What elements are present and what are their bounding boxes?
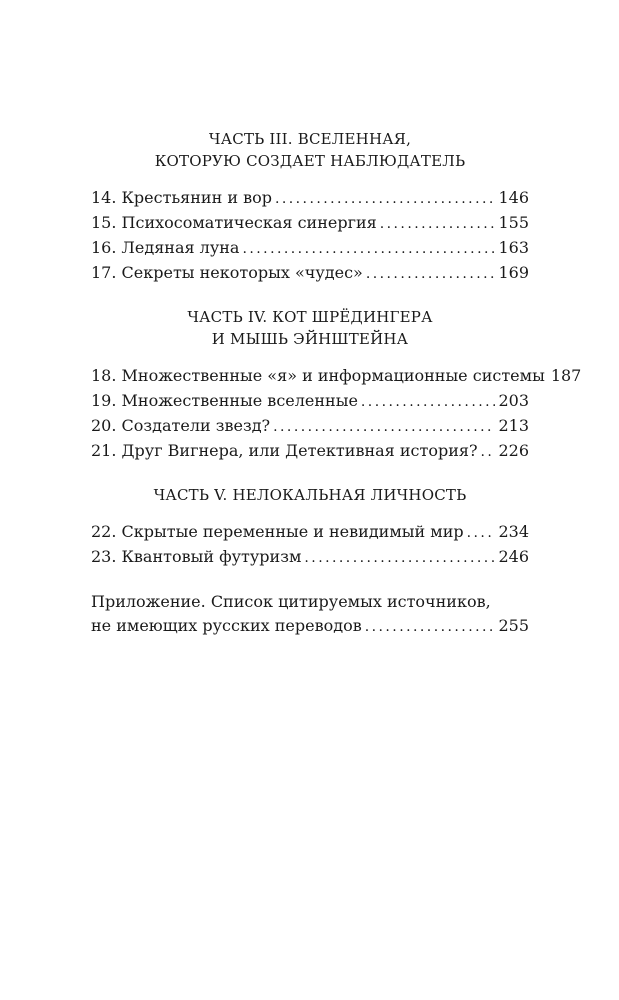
leader-dots — [467, 521, 496, 545]
leader-dots — [366, 262, 496, 286]
part-heading — [91, 128, 529, 172]
toc-entry[interactable] — [91, 520, 529, 545]
toc-entry-title: 18. Множественные «я» и информационные системы — [91, 366, 545, 385]
part-heading-line: И МЫШЬ ЭЙНШТЕЙНА — [211, 330, 409, 348]
toc-entries — [91, 364, 582, 464]
toc-entry[interactable] — [91, 414, 529, 439]
part-heading-line: ЧАСТЬ IV. КОТ ШРЁДИНГЕРА — [187, 308, 433, 326]
toc-entry-page: 246 — [498, 547, 529, 566]
leader-dots — [481, 440, 496, 464]
leader-dots — [380, 212, 496, 236]
part-heading — [91, 484, 529, 506]
part-heading-line: ЧАСТЬ III. ВСЕЛЕННАЯ, — [208, 130, 412, 148]
toc-entries — [91, 520, 529, 570]
toc-entry[interactable] — [91, 545, 529, 570]
toc-entry[interactable] — [91, 439, 529, 464]
toc-entry-page: 169 — [498, 263, 529, 282]
toc-entry[interactable] — [91, 236, 529, 261]
appendix-title-line: не имеющих русских переводов — [91, 616, 362, 635]
toc-entry-title: 22. Скрытые переменные и невидимый мир — [91, 522, 464, 541]
toc-entry[interactable] — [91, 211, 529, 236]
toc-entry-title: 19. Множественные вселенные — [91, 391, 358, 410]
toc-entry[interactable] — [91, 389, 529, 414]
toc-entry-title: 17. Секреты некоторых «чудес» — [91, 263, 363, 282]
toc-entry-page: 187 — [550, 366, 582, 385]
appendix-page: 255 — [498, 616, 529, 635]
part-4 — [91, 306, 582, 464]
toc-entry[interactable] — [91, 261, 529, 286]
appendix-last-line — [91, 614, 529, 639]
part-heading-line: КОТОРУЮ СОЗДАЕТ НАБЛЮДАТЕЛЬ — [154, 152, 466, 170]
toc-entry-title: 21. Друг Вигнера, или Детективная история? — [91, 441, 478, 460]
toc-entry-title: 20. Создатели звезд? — [91, 416, 271, 435]
part-5 — [91, 484, 529, 570]
part-heading — [91, 306, 529, 350]
toc-entry-page: 213 — [498, 416, 529, 435]
toc-entry-title: 14. Крестьянин и вор — [91, 188, 272, 207]
leader-dots — [361, 390, 496, 414]
leader-dots — [275, 187, 496, 211]
toc-entry-page: 234 — [498, 522, 529, 541]
part-3 — [91, 128, 529, 286]
toc-entry-title: 23. Квантовый футуризм — [91, 547, 302, 566]
toc-entry[interactable] — [91, 186, 529, 211]
leader-dots — [242, 237, 495, 261]
toc-entry-title: 15. Психосоматическая синергия — [91, 213, 377, 232]
toc-entry-title: 16. Ледяная луна — [91, 238, 240, 257]
appendix-entry[interactable] — [91, 590, 529, 639]
toc-entry-page: 155 — [498, 213, 529, 232]
toc-entry-page: 226 — [498, 441, 529, 460]
leader-dots — [273, 415, 495, 439]
leader-dots — [304, 546, 495, 570]
part-heading-line: ЧАСТЬ V. НЕЛОКАЛЬНАЯ ЛИЧНОСТЬ — [153, 486, 467, 504]
toc-entry[interactable] — [91, 364, 582, 389]
leader-dots — [365, 615, 496, 639]
table-of-contents — [91, 128, 582, 639]
toc-entries — [91, 186, 529, 286]
toc-entry-page: 163 — [498, 238, 529, 257]
toc-entry-page: 203 — [498, 391, 529, 410]
toc-entry-page: 146 — [498, 188, 529, 207]
appendix-title-line: Приложение. Список цитируемых источников, — [91, 592, 491, 611]
